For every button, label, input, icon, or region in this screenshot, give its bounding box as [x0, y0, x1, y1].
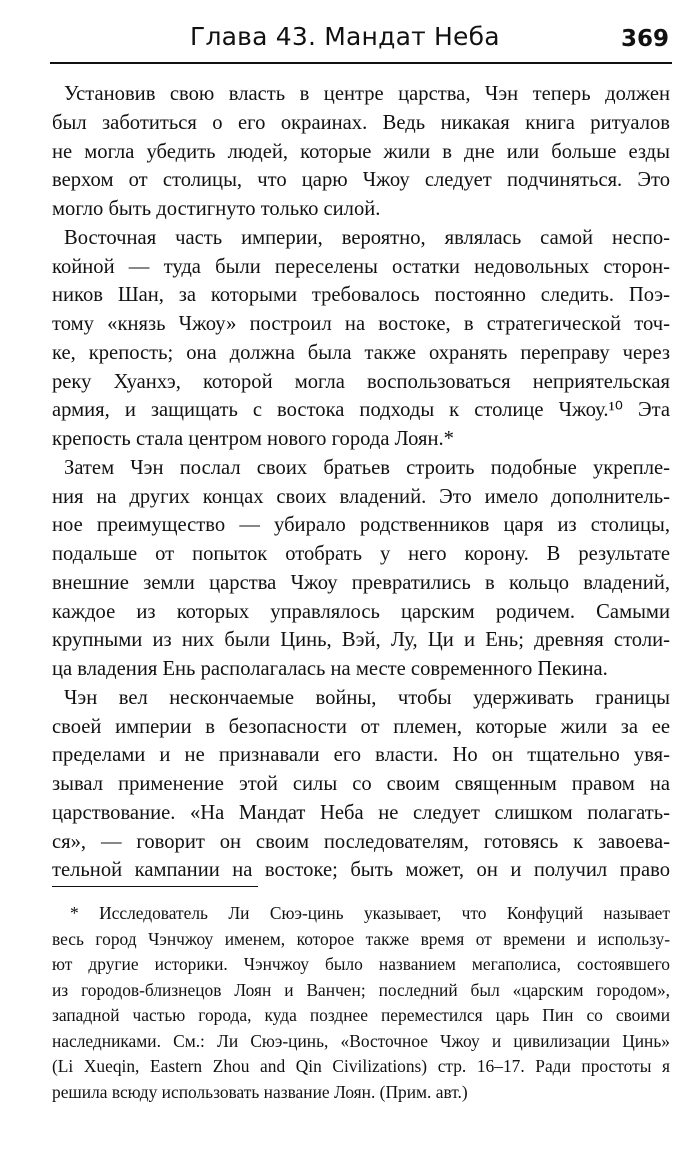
footnote-line: из городов-близнецов Лоян и Ванчен; последний был «царским городом», — [52, 979, 670, 1000]
footnote-line: (Li Xueqin, Eastern Zhou and Qin Civilizations) стр. 16–17. Ради простоты я — [52, 1056, 670, 1076]
body-line: Чэн вел нескончаемые войны, чтобы удерживать границы — [64, 686, 670, 709]
body-line: ке, крепость; она должна была также охранять переправу через — [52, 341, 670, 364]
body-line: Затем Чэн послал своих братьев строить подобные укрепле- — [64, 456, 670, 479]
running-header — [50, 20, 672, 60]
body-text — [52, 80, 670, 885]
body-line: ся», — говорит он своим последователям, готовясь к завоева- — [52, 830, 670, 853]
footnote-line: наследниками. См.: Ли Сюэ-цинь, «Восточное Чжоу и цивилизации Цинь» — [52, 1030, 670, 1051]
body-line: каждое из которых управлялось царским родичем. Самыми — [52, 600, 670, 623]
body-line: крупными из них были Цинь, Вэй, Лу, Ци и Ень; древняя столи- — [52, 629, 670, 652]
body-line: подальше от попыток отобрать у него корону. В результате — [52, 543, 670, 565]
body-line: пределами и не признавали его власти. Но он тщательно увя- — [52, 744, 670, 767]
footnote-line: ют другие историки. Чэнчжоу было названием мегаполиса, состоявшего — [52, 954, 670, 974]
body-line: был заботиться о его окраинах. Ведь никакая книга ритуалов — [52, 111, 670, 134]
footnote-line: весь город Чэнчжоу именем, которое также время от времени и использу- — [52, 928, 670, 949]
body-line: койной — туда были переселены остатки недовольных сторон- — [52, 255, 670, 278]
body-line: своей империи в безопасности от племен, которые жили за ее — [52, 715, 670, 738]
header-rule — [50, 62, 672, 64]
body-line: внешние земли царства Чжоу превратились в кольцо владений, — [52, 571, 670, 594]
page-number: 369 — [620, 26, 669, 52]
body-line: крепость стала центром нового города Лоян.* — [52, 428, 454, 450]
body-line: верхом от столицы, что царю Чжоу следует подчиняться. Это — [52, 169, 670, 192]
body-line: ца владения Ень располагалась на месте современного Пекина. — [52, 658, 608, 680]
body-line: Восточная часть империи, вероятно, являлась самой неспо- — [64, 226, 670, 249]
body-line: царствование. «На Мандат Неба не следует слишком полагать- — [52, 801, 670, 824]
body-line: ния на других концах своих владений. Это имело дополнитель- — [52, 485, 670, 508]
footnote — [52, 901, 670, 1105]
body-line: не могла убедить людей, которые жили в дне или больше езды — [52, 140, 670, 163]
body-line: Установив свою власть в центре царства, Чэн теперь должен — [64, 83, 670, 105]
footnote-rule — [52, 886, 258, 887]
footnote-line: решила всюду использовать название Лоян. (Прим. авт.) — [52, 1081, 468, 1102]
chapter-title: Глава 43. Мандат Неба — [190, 22, 500, 51]
body-line: могло быть достигнуто только силой. — [52, 198, 381, 220]
body-line: армия, и защищать с востока подходы к столице Чжоу.¹⁰ Эта — [52, 399, 670, 422]
footnote-line: западной частью города, куда позднее переместился царь Пин со своими — [52, 1005, 670, 1025]
body-line: реку Хуанхэ, которой могла воспользоваться неприятельская — [52, 370, 670, 393]
body-line: зывал применение этой силы со своим священным правом на — [52, 773, 670, 795]
body-line: ников Шан, за которыми требовалось постоянно следить. Поэ- — [52, 284, 670, 307]
footnote-line: * Исследователь Ли Сюэ-цинь указывает, что Конфуций называет — [70, 903, 670, 923]
body-line: ное преимущество — убирало родственников царя из столицы, — [52, 514, 670, 537]
body-line: тельной кампании на востоке; быть может, он и получил право — [52, 859, 670, 882]
body-line: тому «князь Чжоу» построил на востоке, в стратегической точ- — [52, 313, 670, 335]
